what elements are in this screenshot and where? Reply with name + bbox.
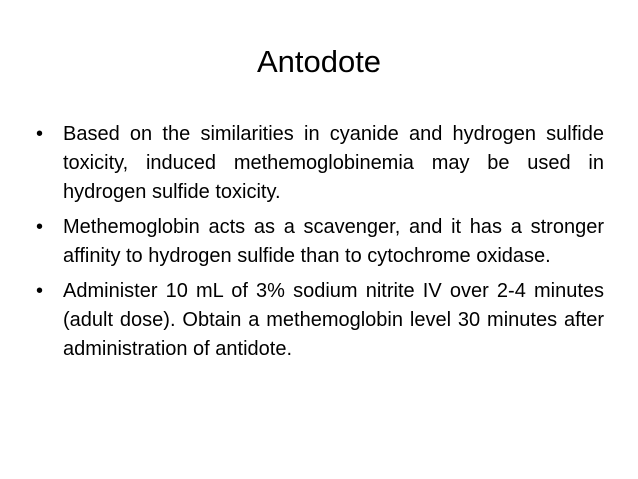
- bullet-text: Methemoglobin acts as a scavenger, and it has a stronger affinity to hydrogen sulfide than to cytochrome oxidase.: [63, 216, 604, 267]
- bullet-item: [36, 277, 604, 364]
- bullet-dot-icon: •: [36, 280, 44, 302]
- bullet-item: [36, 213, 604, 271]
- slide-title: Antodote: [256, 44, 382, 79]
- bullet-dot-icon: •: [36, 123, 44, 145]
- bullet-text: Administer 10 mL of 3% sodium nitrite IV over 2-4 minutes (adult dose). Obtain a methemoglobin level 30 minutes after administration of antidote.: [63, 280, 604, 360]
- bullet-dot-icon: •: [36, 216, 44, 238]
- bullet-item: [36, 120, 604, 207]
- bullet-list: [36, 120, 604, 370]
- bullet-text: Based on the similarities in cyanide and hydrogen sulfide toxicity, induced methemoglobinemia may be used in hydrogen sulfide toxicity.: [63, 123, 604, 203]
